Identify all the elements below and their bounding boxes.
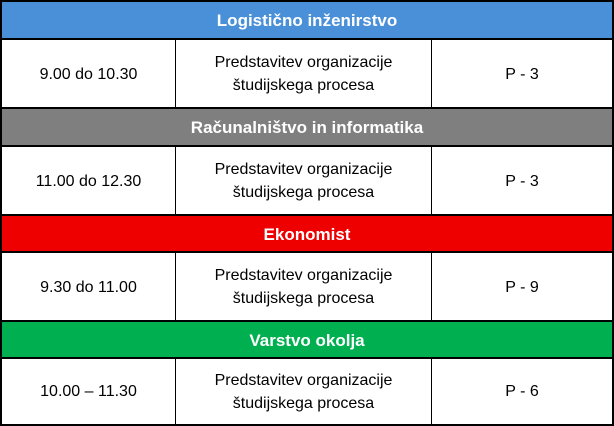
description-line-2: študijskega procesa [232,394,375,412]
time-cell: 11.00 do 12.30 [2,147,176,215]
room-cell: P - 9 [505,278,539,296]
description-cell [176,40,432,108]
room-cell: P - 3 [505,65,539,83]
room-cell: P - 3 [505,172,539,190]
description-line-2: študijskega procesa [232,77,375,94]
section-row-environment [0,357,614,424]
description-cell [176,147,432,215]
section-header-economist [0,214,614,253]
section-header-computer-science [0,107,614,147]
section-header-environment [0,320,614,359]
section-title: Računalništvo in informatika [190,118,424,137]
description-line-1: Predstavitev organizacije [214,267,393,284]
section-title: Varstvo okolja [249,330,365,350]
description-line-2: študijskega procesa [232,184,375,201]
section-row-economist [0,251,614,321]
description-cell [176,359,432,424]
section-row-computer-science [0,145,614,215]
description-cell [176,253,432,321]
description-line-1: Predstavitev organizacije [214,54,393,71]
description-line-2: študijskega procesa [232,290,375,307]
time-cell: 9.30 do 11.00 [2,253,176,321]
description-line-1: Predstavitev organizacije [214,371,393,389]
section-row-logistics [0,38,614,108]
section-header-logistics [0,0,614,40]
time-cell: 9.00 do 10.30 [2,40,176,108]
time-cell: 10.00 – 11.30 [2,359,176,424]
section-title: Ekonomist [263,224,351,244]
description-line-1: Predstavitev organizacije [214,161,393,178]
section-title: Logistično inženirstvo [216,11,398,30]
room-cell: P - 6 [505,383,539,400]
